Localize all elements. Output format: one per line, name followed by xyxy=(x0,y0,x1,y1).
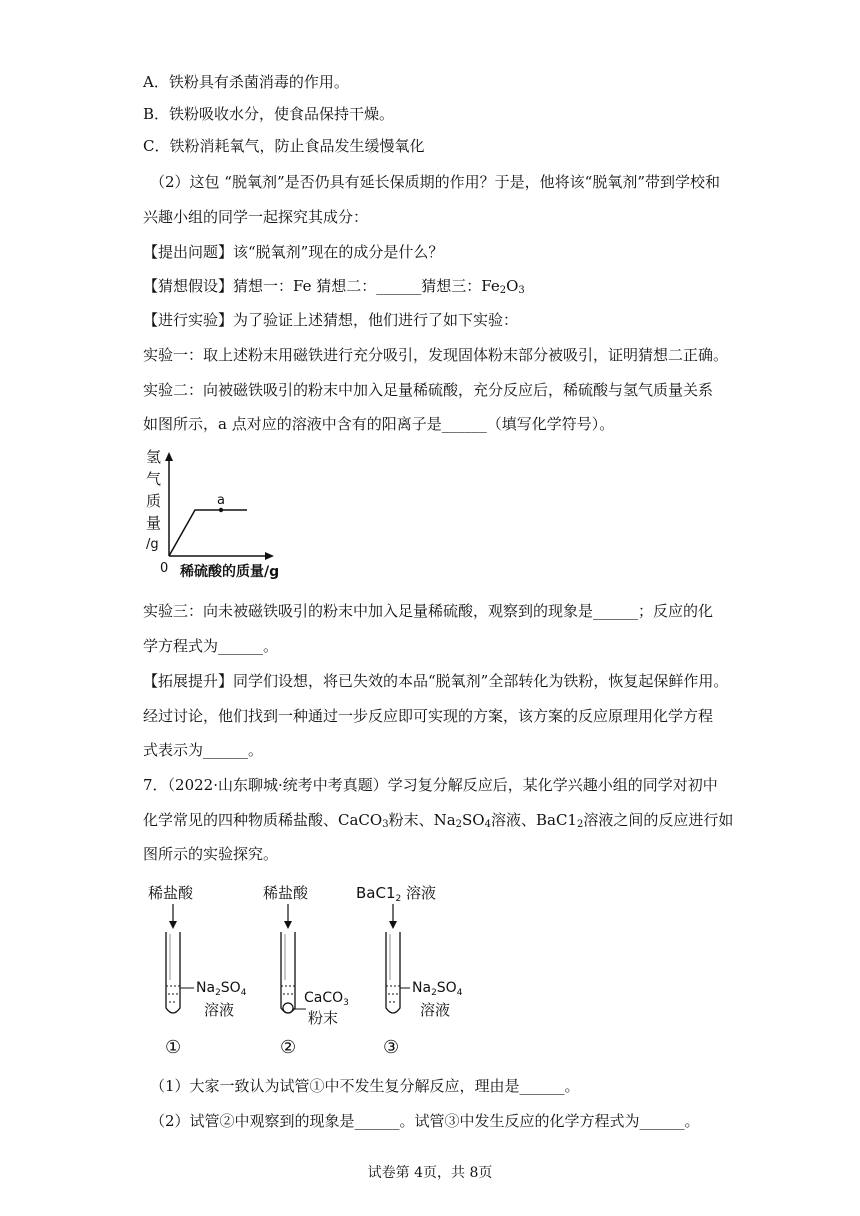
reagent-label: 稀盐酸 xyxy=(148,884,194,902)
tube-outline xyxy=(281,932,295,1013)
text-line: 学方程式为______。 xyxy=(143,637,279,655)
text-line: 实验三：向未被磁铁吸引的粉末中加入足量稀硫酸，观察到的现象是______；反应的化 xyxy=(143,602,714,620)
sub-question-1: （1）大家一致认为试管①中不发生复分解反应，理由是______。 xyxy=(150,1077,580,1095)
data-point-a xyxy=(219,508,223,512)
tube-number: ③ xyxy=(383,1037,400,1058)
text-line: 【拓展提升】同学们设想，将已失效的本品“脱氧剂”全部转化为铁粉，恢复起保鲜作用。 xyxy=(143,672,729,690)
option-b: B．铁粉吸收水分，使食品保持干燥。 xyxy=(143,105,395,123)
text-line: 实验二：向被磁铁吸引的粉末中加入足量稀硫酸，充分反应后，稀硫酸与氢气质量关系 xyxy=(143,381,714,399)
y-label-char: 量 xyxy=(146,514,162,532)
test-tube-2 xyxy=(263,884,349,1058)
page-footer: 试卷第 4页，共 8页 xyxy=(367,1165,493,1181)
test-tube-figure xyxy=(140,876,470,1061)
text-line: 图所示的实验探究。 xyxy=(143,845,279,863)
y-label-char: 气 xyxy=(146,470,162,488)
drop-arrow-head xyxy=(389,921,397,929)
tube-number: ② xyxy=(280,1037,297,1058)
solid-powder xyxy=(283,1003,293,1013)
reagent-label: 稀盐酸 xyxy=(263,884,309,902)
solution-word: 溶液 xyxy=(204,1001,235,1019)
y-label-unit: /g xyxy=(146,537,159,552)
solution-label: $Na_2SO_4$ xyxy=(196,980,247,998)
x-axis-arrow xyxy=(265,552,274,560)
tube-outline xyxy=(166,932,180,1013)
text-line: （2）这包 “脱氧剂”是否仍具有延长保质期的作用？于是，他将该“脱氧剂”带到学校和 xyxy=(150,173,720,191)
y-label-char: 氢 xyxy=(146,448,162,466)
y-axis-label xyxy=(146,448,161,552)
solid-word: 粉末 xyxy=(308,1009,339,1027)
text-line: 【提出问题】该“脱氧剂”现在的成分是什么？ xyxy=(143,243,444,261)
text-line: 化学常见的四种物质稀盐酸、CaCO$_3$粉末、$Na_2SO_4$溶液、$BaC1_2$溶液之间的反应进行如 xyxy=(143,811,734,830)
question-7-title: 7．（2022·山东聊城·统考中考真题）学习复分解反应后，某化学兴趣小组的同学对初中 xyxy=(143,776,718,794)
y-axis-arrow xyxy=(165,452,173,461)
test-tube-3 xyxy=(356,884,463,1058)
option-a: A．铁粉具有杀菌消毒的作用。 xyxy=(143,73,349,91)
reagent-label: $BaC1_2$ 溶液 xyxy=(356,884,437,904)
test-tube-1 xyxy=(148,884,247,1058)
hydrogen-mass-chart xyxy=(140,448,290,583)
text-line: 经过讨论，他们找到一种通过一步反应即可实现的方案，该方案的反应原理用化学方程 xyxy=(143,707,714,725)
solution-word: 溶液 xyxy=(420,1001,451,1019)
tube-number: ① xyxy=(165,1037,182,1058)
y-label-char: 质 xyxy=(146,492,162,510)
tube-outline xyxy=(386,932,400,1013)
drop-arrow-head xyxy=(284,921,292,929)
drop-arrow-head xyxy=(169,921,177,929)
text-line: 【进行实验】为了验证上述猜想，他们进行了如下实验： xyxy=(143,311,519,329)
option-c: C．铁粉消耗氧气，防止食品发生缓慢氧化 xyxy=(143,137,425,155)
text-line: 如图所示，a 点对应的溶液中含有的阳离子是______（填写化学符号）。 xyxy=(143,415,615,433)
hypothesis-line: 【猜想假设】猜想一：Fe 猜想二：______猜想三：$Fe_2O_3$ xyxy=(143,277,525,296)
origin-label: 0 xyxy=(160,561,169,576)
sub-question-2: （2）试管②中观察到的现象是______。试管③中发生反应的化学方程式为______。 xyxy=(150,1112,700,1130)
point-a-label: a xyxy=(217,493,225,508)
text-line: 实验一：取上述粉末用磁铁进行充分吸引，发现固体粉末部分被吸引，证明猜想二正确。 xyxy=(143,346,729,364)
text-line: 式表示为______。 xyxy=(143,741,264,759)
solid-label: CaCO$_3$ xyxy=(304,990,349,1008)
text-line: 兴趣小组的同学一起探究其成分： xyxy=(143,208,369,226)
solution-label: $Na_2SO_4$ xyxy=(412,980,463,998)
x-axis-label: 稀硫酸的质量/g xyxy=(180,564,280,580)
series-line xyxy=(169,510,247,556)
